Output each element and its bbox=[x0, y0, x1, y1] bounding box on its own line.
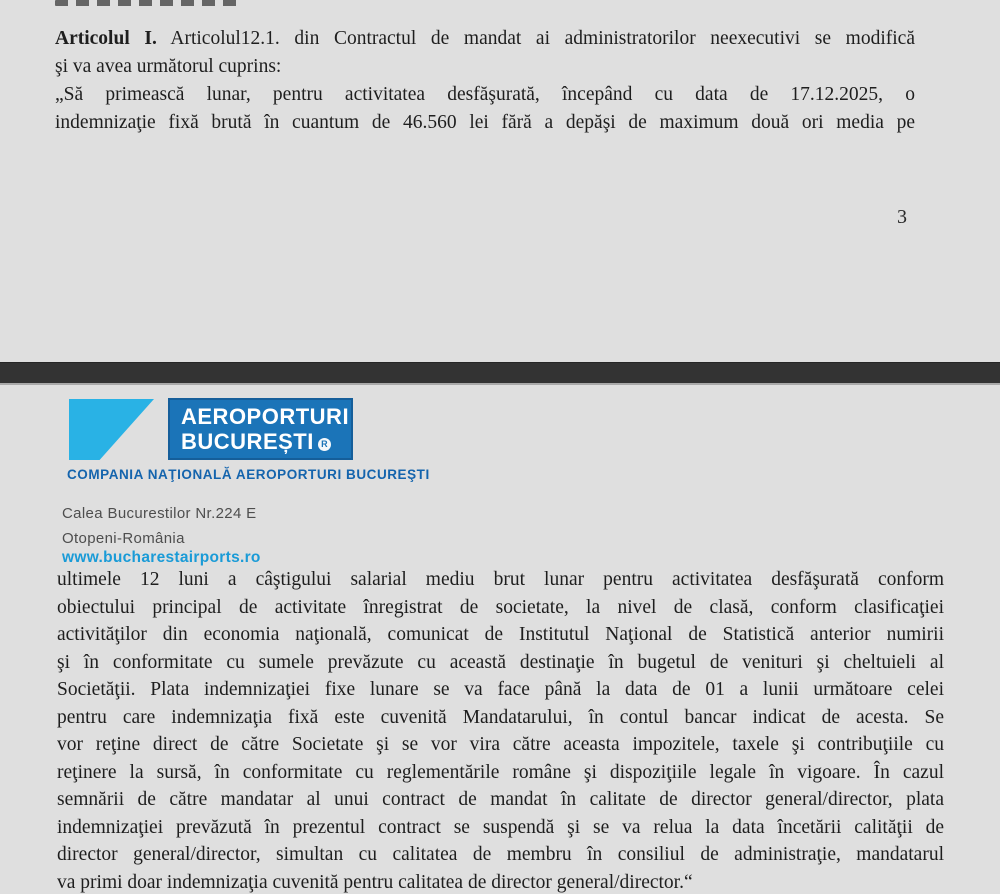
page4-text-block bbox=[57, 566, 944, 894]
body-line: activităţilor din economia naţională, comunicat de Institutul Naţional de Statistică anterior numirii bbox=[57, 624, 944, 645]
body-line: va primi doar indemnizaţia cuvenită pentru calitatea de director general/director.“ bbox=[57, 871, 693, 893]
page-number: 3 bbox=[897, 206, 907, 228]
address-block bbox=[62, 501, 257, 551]
company-name: COMPANIA NAŢIONALĂ AEROPORTURI BUCUREŞTI bbox=[67, 467, 430, 482]
page3-text-block bbox=[55, 25, 915, 137]
logo-wordmark-line2: BUCUREȘTI bbox=[181, 429, 314, 454]
body-line: reţinere la sursă, în conformitate cu reglementările române şi dispoziţiile legale în vigoare. În cazul bbox=[57, 761, 944, 783]
cropped-text-remnant bbox=[55, 0, 240, 6]
registered-trademark-icon: R bbox=[318, 438, 331, 451]
quote-line-1: „Să primească lunar, pentru activitatea desfăşurată, începând cu data de 17.12.2025, o bbox=[55, 84, 915, 105]
body-line: director general/director, simultan cu calitatea de membru în consiliul de administraţie, mandatarul bbox=[57, 844, 944, 865]
body-line: vor reţine direct de către Societate şi se vor vira către aceasta impozitele, taxele şi contribuţiile cu bbox=[57, 734, 944, 755]
address-line-2: Otopeni-România bbox=[62, 530, 185, 547]
page-separator bbox=[0, 362, 1000, 385]
body-line: Societăţii. Plata indemnizaţiei fixe lunare se va face până la data de 01 a lunii următoare celei bbox=[57, 679, 944, 700]
article-lead: Articolul I. bbox=[55, 28, 157, 49]
airport-logo-icon bbox=[69, 399, 154, 460]
body-line: pentru care indemnizaţia fixă este cuvenită Mandatarului, în contul bancar indicat de acesta. Se bbox=[57, 706, 944, 728]
body-line: obiectului principal de activitate înregistrat de societate, la nivel de clasă, conform clasificaţiei bbox=[57, 596, 944, 618]
website-link[interactable]: www.bucharestairports.ro bbox=[62, 549, 261, 566]
logo-wordmark bbox=[168, 398, 353, 460]
body-line: şi în conformitate cu sumele prevăzute cu această destinaţie în bugetul de venituri şi cheltuieli al bbox=[57, 651, 944, 673]
article-line-1-rest: Articolul12.1. din Contractul de mandat ai administratorilor neexecutivi se modifică bbox=[156, 28, 915, 49]
body-line: ultimele 12 luni a câştigului salarial mediu brut lunar pentru activitatea desfăşurată conform bbox=[57, 569, 944, 590]
article-line-2: şi va avea următorul cuprins: bbox=[55, 56, 282, 77]
logo-wordmark-line1: AEROPORTURI bbox=[181, 404, 350, 429]
body-line: semnării de către mandatar al unui contract de mandat în calitate de director general/director, plata bbox=[57, 789, 944, 810]
address-line-1: Calea Bucurestilor Nr.224 E bbox=[62, 505, 257, 522]
quote-line-2: indemnizaţie fixă brută în cuantum de 46.560 lei fără a depăşi de maximum două ori media pe bbox=[55, 112, 915, 133]
article-line-1 bbox=[55, 25, 915, 53]
body-line: indemnizaţiei prevăzută în prezentul contract se suspendă şi se va relua la data încetării calităţii de bbox=[57, 816, 944, 838]
